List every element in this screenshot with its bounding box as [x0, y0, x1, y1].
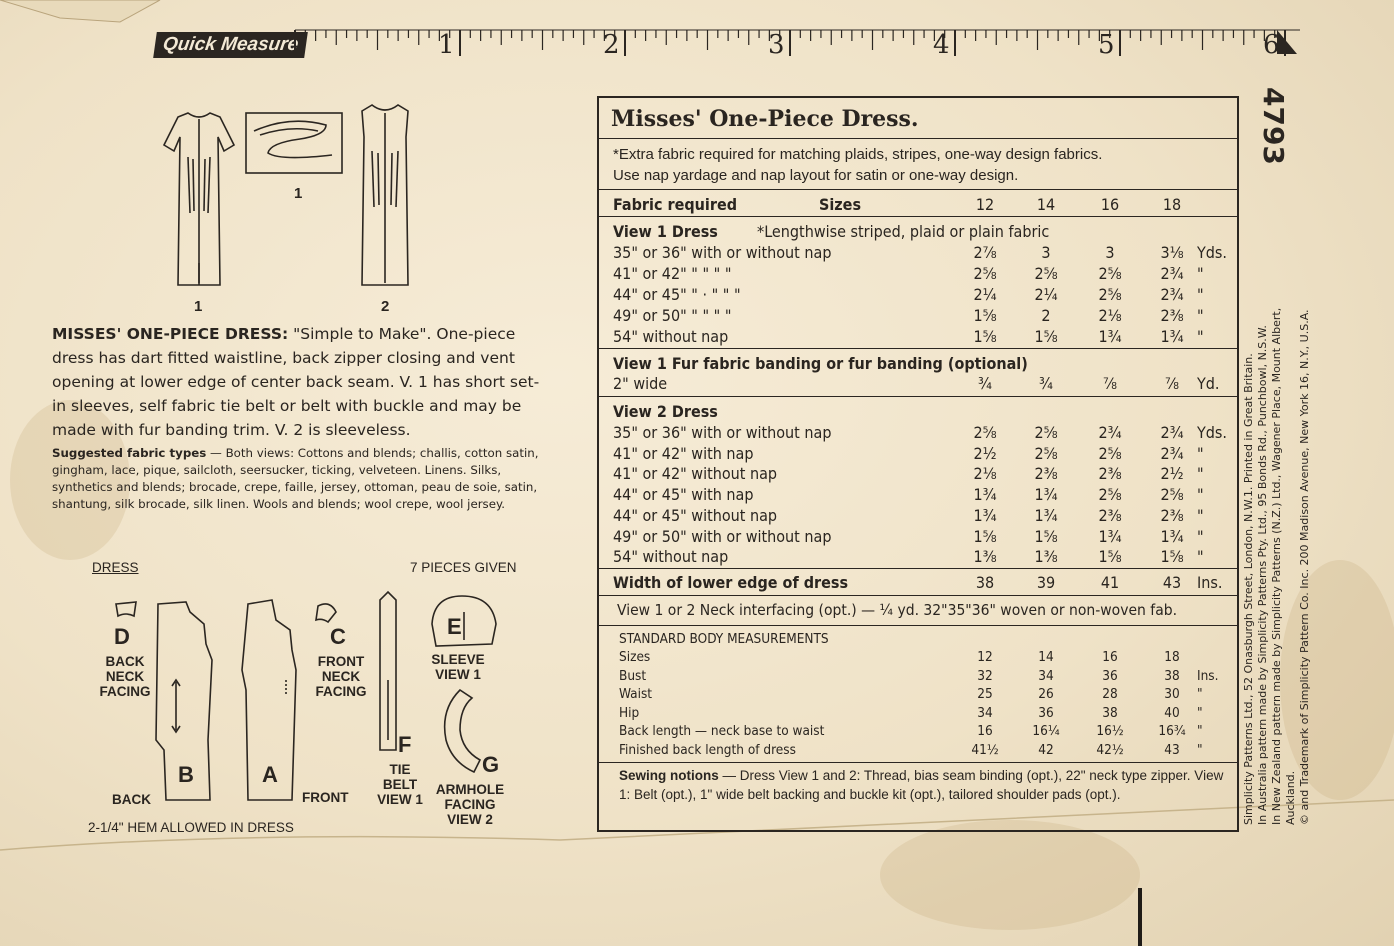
piece-C-letter: C: [330, 624, 346, 649]
row-unit: ": [1197, 285, 1204, 304]
side-line-2: In Australia pattern made by Simplicity Patterns Pty. Ltd., 95 Bonds Rd., Punchbowl, N.S.W.: [1256, 325, 1269, 825]
row-value: 2: [1041, 306, 1051, 325]
side-line-4: © and Trademark of Simplicity Pattern Co. Inc. 200 Madison Avenue, New York 16, N.Y., U.S.A.: [1298, 309, 1311, 825]
row-value: 41½: [971, 741, 999, 758]
row-value: 1¾: [1160, 526, 1184, 546]
row-value: 2⅝: [1098, 485, 1122, 505]
row-value: 18: [1164, 649, 1180, 665]
row-value: 3: [1105, 243, 1115, 262]
table-row: [599, 444, 1237, 464]
row-unit: ": [1197, 505, 1204, 525]
row-value: 16¼: [1032, 723, 1060, 739]
row-value: 2⅞: [973, 243, 997, 262]
row-value: 2½: [973, 443, 997, 463]
row-value: 1⅝: [1034, 327, 1058, 346]
table-title: Misses' One-Piece Dress.: [611, 106, 919, 132]
table-row: [599, 243, 1237, 263]
body-measure-header: [599, 631, 1237, 651]
fur-header-row: [599, 354, 1237, 374]
row-value: 2¾: [1160, 423, 1184, 442]
sizes-label: Sizes: [819, 195, 862, 214]
row-unit: ": [1197, 723, 1203, 739]
row-label: 41" or 42" without nap: [613, 464, 778, 484]
pieces-dress-label: DRESS: [92, 560, 139, 575]
size-14: 14: [1036, 195, 1056, 214]
row-unit: ": [1197, 686, 1203, 702]
row-label: Hip: [619, 704, 640, 721]
row-value: 1¾: [973, 505, 997, 525]
row-label: Finished back length of dress: [619, 741, 796, 758]
row-value: 1⅜: [973, 547, 997, 567]
row-value: 1⅝: [1160, 547, 1184, 567]
row-value: 2⅜: [1034, 464, 1058, 484]
row-value: 1⅝: [973, 526, 997, 546]
row-value: 2⅝: [1034, 264, 1058, 283]
notions-body: — Dress View 1 and 2: Thread, bias seam binding (opt.), 22" neck type zipper. View 1: Belt (opt.), 1" wide belt backing and buckle kit (opt.), tailored shoulder pads (opt.).: [619, 768, 1224, 802]
yardage-table: [597, 96, 1239, 832]
row-value: 1¾: [1034, 505, 1058, 525]
row-value: 38: [1164, 667, 1180, 684]
row-value: 2½: [1160, 464, 1184, 484]
row-value: 2⅝: [1098, 264, 1122, 283]
fabrics-body: — Both views: Cottons and blends; challis, cotton satin, gingham, lace, pique, sailcloth, seersucker, ticking, velveteen. Linens. Silks, synthetics and blends; brocade, crepe, faille, jersey, ottoman, peau de soie, satin, shantung, silk brocade, silk linen. Wools and blends; wool crepe, wool jersey.: [52, 446, 539, 511]
row-unit: ": [1197, 704, 1203, 721]
row-label: 2" wide: [613, 374, 668, 393]
row-value: 2¼: [1034, 285, 1058, 304]
table-row: [599, 327, 1237, 347]
table-row: [599, 668, 1237, 688]
size-12: 12: [975, 195, 995, 214]
size-18: 18: [1162, 195, 1182, 214]
row-value: 3⅛: [1160, 243, 1184, 262]
sewing-notions: [619, 766, 1229, 804]
row-unit: ": [1197, 526, 1204, 546]
row-value: 1⅝: [973, 327, 997, 346]
piece-D-label: BACK NECK FACING: [99, 654, 151, 699]
fabric-required-label: Fabric required: [613, 195, 738, 214]
row-unit: ": [1197, 547, 1204, 567]
row-value: 28: [1102, 686, 1118, 702]
row-value: 16¾: [1158, 723, 1186, 739]
notions-heading: Sewing notions: [619, 768, 719, 783]
row-value: 2⅜: [1160, 306, 1184, 325]
table-row: [599, 285, 1237, 305]
table-row: [599, 527, 1237, 547]
row-unit: ": [1197, 443, 1204, 463]
row-value: 41: [1100, 573, 1120, 592]
row-value: 1⅜: [1034, 547, 1058, 567]
pattern-number-text: 4793: [1257, 87, 1290, 165]
table-row: [599, 506, 1237, 526]
table-row: [599, 649, 1237, 669]
dress-description: [52, 322, 552, 442]
row-value: 40: [1164, 704, 1180, 721]
row-label: 44" or 45" without nap: [613, 505, 778, 525]
row-value: ⅞: [1103, 374, 1117, 393]
table-row: [599, 485, 1237, 505]
view1-belt-number: 1: [294, 185, 303, 202]
row-value: 2⅜: [1098, 464, 1122, 484]
row-value: 2⅝: [1160, 485, 1184, 505]
row-value: 2⅜: [1098, 505, 1122, 525]
row-value: 39: [1036, 573, 1056, 592]
row-value: 1¾: [1160, 327, 1184, 346]
row-value: 38: [975, 573, 995, 592]
row-label: 41" or 42" with nap: [613, 443, 754, 463]
pieces-given-label: 7 PIECES GIVEN: [410, 560, 517, 575]
row-value: 2⅝: [973, 264, 997, 283]
row-label: Waist: [619, 686, 653, 702]
row-label: 54" without nap: [613, 327, 729, 346]
row-value: 16: [977, 723, 993, 739]
row-unit: ": [1197, 327, 1204, 346]
side-line-3: In New Zealand pattern made by Simplicity Patterns (N.Z.) Ltd., Wagener Place, Mount Albert, Auckland.: [1270, 307, 1297, 825]
ruler-number: 4: [933, 30, 950, 60]
row-value: 32: [977, 667, 993, 684]
view1-note: *Lengthwise striped, plaid or plain fabric: [757, 222, 1050, 241]
ruler-number: 3: [768, 30, 785, 60]
row-value: ⅞: [1165, 374, 1179, 393]
piece-D-letter: D: [114, 624, 130, 649]
table-row: [599, 686, 1237, 706]
row-label: 35" or 36" with or without nap: [613, 423, 832, 442]
row-unit: ": [1197, 485, 1204, 505]
dress-illustrations: [150, 95, 420, 325]
row-value: 2⅝: [973, 423, 997, 442]
row-value: 42: [1038, 741, 1054, 758]
size-16: 16: [1100, 195, 1120, 214]
row-value: 2¾: [1160, 264, 1184, 283]
row-value: ¾: [978, 374, 992, 393]
row-value: 2¼: [973, 285, 997, 304]
table-row: [599, 264, 1237, 284]
suggested-fabrics: [52, 445, 552, 513]
hem-note: 2-1/4" HEM ALLOWED IN DRESS: [88, 820, 294, 835]
piece-C-label: FRONT NECK FACING: [315, 654, 367, 699]
row-value: 2⅜: [1160, 505, 1184, 525]
row-value: 1¾: [1098, 526, 1122, 546]
piece-F-label: TIE BELT VIEW 1: [377, 762, 423, 807]
row-value: 2¾: [1098, 423, 1122, 442]
view2-heading: View 2 Dress: [613, 402, 718, 421]
piece-A-label: FRONT: [302, 790, 349, 805]
row-value: 2⅛: [973, 464, 997, 484]
table-row: [599, 573, 1237, 593]
table-row: [599, 705, 1237, 725]
ruler-number: 2: [603, 30, 620, 60]
row-value: ¾: [1039, 374, 1053, 393]
row-value: 1¾: [1034, 485, 1058, 505]
piece-E-label: SLEEVE VIEW 1: [431, 652, 485, 682]
row-unit: ": [1197, 741, 1203, 758]
table-row: [599, 547, 1237, 567]
ruler-number: 5: [1098, 30, 1115, 60]
row-value: 2⅝: [1098, 443, 1122, 463]
interfacing-row: [599, 601, 1237, 621]
ruler-number: 1: [438, 30, 455, 60]
row-value: 43: [1162, 573, 1182, 592]
row-label: 49" or 50" " " " ": [613, 306, 732, 325]
row-label: Bust: [619, 667, 647, 684]
table-row: [599, 464, 1237, 484]
row-unit: Yds.: [1197, 243, 1227, 262]
table-row: [599, 423, 1237, 443]
row-value: 30: [1164, 686, 1180, 702]
view1-number: 1: [194, 298, 203, 315]
view2-number: 2: [381, 298, 390, 315]
row-label: Back length — neck base to waist: [619, 723, 825, 739]
table-row: [599, 742, 1237, 762]
row-value: 25: [977, 686, 993, 702]
row-label: 54" without nap: [613, 547, 729, 567]
row-value: 1⅝: [973, 306, 997, 325]
row-value: 34: [1038, 667, 1054, 684]
row-label: 41" or 42" " " " ": [613, 264, 732, 283]
row-value: 2⅝: [1034, 423, 1058, 442]
table-row: [599, 374, 1237, 394]
row-value: 36: [1038, 704, 1054, 721]
piece-B-letter: B: [178, 762, 194, 787]
row-unit: Ins.: [1197, 667, 1219, 684]
description-body: "Simple to Make". One-piece dress has dart fitted waistline, back zipper closing and vent opening at lower edge of center back seam. V. 1 has short set-in sleeves, self fabric tie belt or belt with buckle and may be made with fur banding trim. V. 2 is sleeveless.: [52, 325, 540, 439]
piece-G-label: ARMHOLE FACING VIEW 2: [435, 782, 505, 827]
row-label: 44" or 45" with nap: [613, 485, 754, 505]
row-value: 2¾: [1160, 443, 1184, 463]
ruler-label: Quick Measure: [153, 32, 308, 58]
publisher-side-text: [1242, 305, 1311, 825]
sizes-header-row: [599, 195, 1237, 215]
row-value: 26: [1038, 686, 1054, 702]
piece-G-letter: G: [482, 752, 500, 777]
row-label: Sizes: [619, 649, 651, 665]
row-value: 42½: [1096, 741, 1124, 758]
ruler-ticks: [155, 20, 1300, 68]
body-measure-heading: STANDARD BODY MEASUREMENTS: [619, 631, 829, 647]
row-value: 12: [977, 649, 993, 665]
row-value: 1¾: [1098, 327, 1122, 346]
table-note-2: Use nap yardage and nap layout for satin or one-way design.: [613, 167, 1019, 184]
row-value: 1⅝: [1034, 526, 1058, 546]
row-unit: Ins.: [1197, 573, 1223, 592]
table-note-1: *Extra fabric required for matching plaids, stripes, one-way design fabrics.: [613, 146, 1103, 163]
row-value: 34: [977, 704, 993, 721]
piece-E-letter: E: [447, 614, 462, 639]
row-label: 35" or 36" with or without nap: [613, 243, 832, 262]
row-value: 14: [1038, 649, 1054, 665]
pattern-number: [1242, 86, 1302, 166]
row-value: 2¾: [1160, 285, 1184, 304]
row-label: 49" or 50" with or without nap: [613, 526, 832, 546]
row-value: 3: [1041, 243, 1051, 262]
table-row: [599, 306, 1237, 326]
fur-heading: View 1 Fur fabric banding or fur banding (optional): [613, 354, 1028, 373]
view2-header-row: [599, 402, 1237, 422]
row-value: 2⅛: [1098, 306, 1122, 325]
ruler-number: 6: [1263, 30, 1280, 60]
row-value: 2⅝: [1098, 285, 1122, 304]
row-unit: ": [1197, 464, 1204, 484]
quick-measure-ruler: [155, 20, 1300, 68]
row-value: 38: [1102, 704, 1118, 721]
ruler-arrow: [1277, 30, 1297, 54]
side-line-1: Simplicity Patterns Ltd., 52 Onasburgh Street, London, N.W.1. Printed in Great Britain.: [1242, 353, 1255, 825]
row-value: 16: [1102, 649, 1118, 665]
row-unit: Yd.: [1197, 374, 1220, 393]
row-value: 1¾: [973, 485, 997, 505]
interfacing-text: View 1 or 2 Neck interfacing (opt.) — ¼ yd. 32"35"36" woven or non-woven fab.: [617, 601, 1178, 619]
row-value: 2⅝: [1034, 443, 1058, 463]
row-label: 44" or 45" " · " " ": [613, 285, 741, 304]
row-value: 1⅝: [1098, 547, 1122, 567]
row-unit: ": [1197, 264, 1204, 283]
piece-B-label: BACK: [112, 792, 151, 807]
description-heading: MISSES' ONE-PIECE DRESS:: [52, 325, 289, 343]
table-row: [599, 723, 1237, 743]
view1-heading: View 1 Dress: [613, 222, 718, 241]
fabrics-heading: Suggested fabric types: [52, 446, 207, 460]
row-value: 16½: [1096, 723, 1124, 739]
piece-A-letter: A: [262, 762, 278, 787]
row-value: 43: [1164, 741, 1180, 758]
view1-header-row: [599, 222, 1237, 242]
row-value: 36: [1102, 667, 1118, 684]
row-unit: Yds.: [1197, 423, 1227, 442]
row-label: Width of lower edge of dress: [613, 573, 849, 592]
piece-F-letter: F: [398, 732, 412, 757]
row-unit: ": [1197, 306, 1204, 325]
